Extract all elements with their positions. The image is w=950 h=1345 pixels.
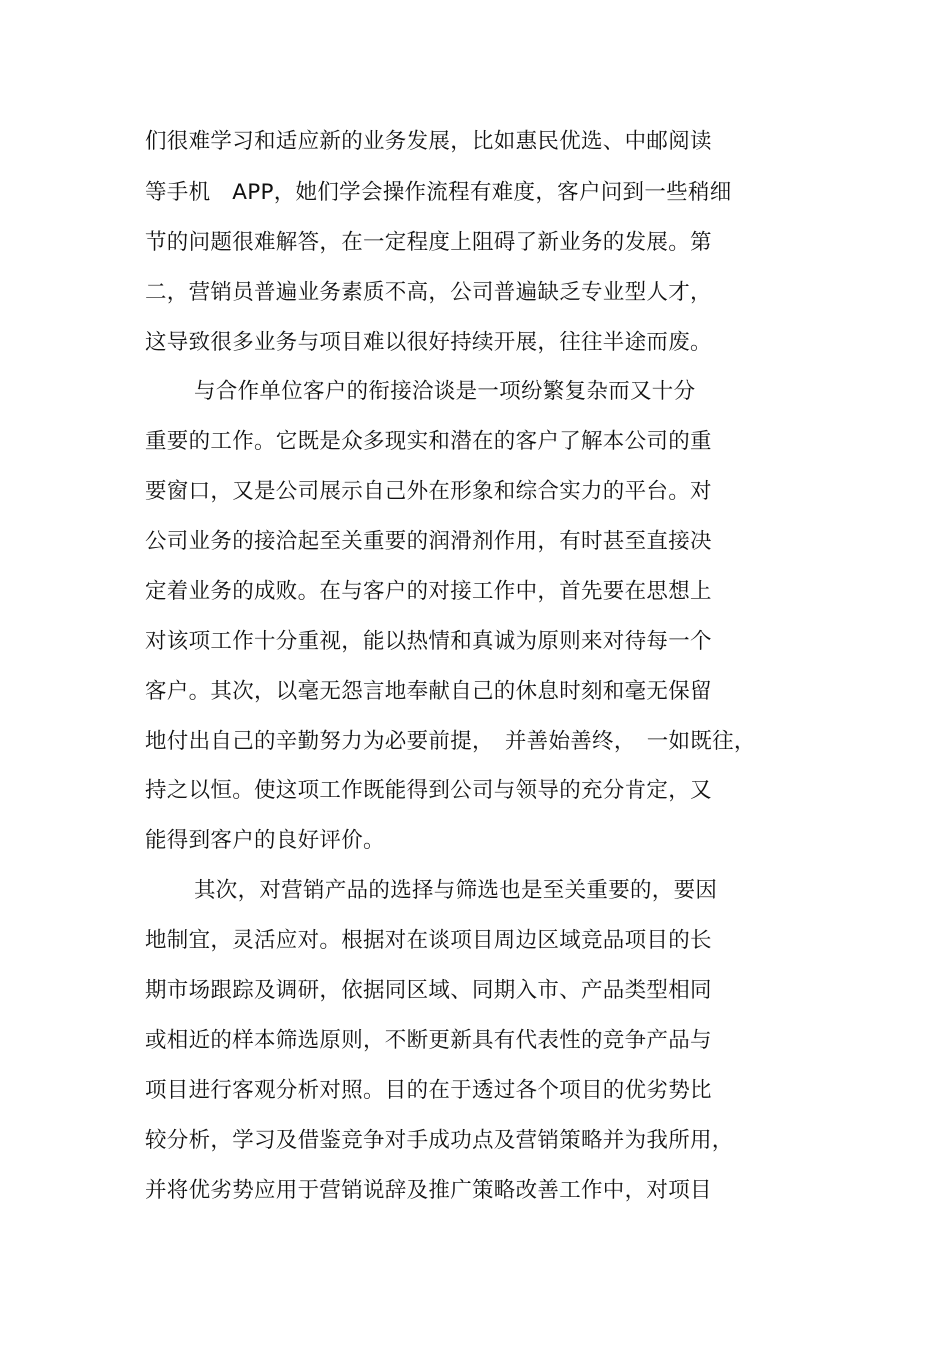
- paragraph-first-line: 与合作单位客户的衔接洽谈是一项纷繁复杂而又十分: [194, 379, 696, 404]
- text-line: 要窗口，又是公司展示自己外在形象和综合实力的平台。对: [145, 479, 712, 504]
- text-line: 这导致很多业务与项目难以很好持续开展，往往半途而废。: [145, 330, 712, 355]
- text-line: 能得到客户的良好评价。: [145, 828, 385, 853]
- text-line: 并将优劣势应用于营销说辞及推广策略改善工作中，对项目: [145, 1178, 712, 1203]
- text-line: 公司业务的接洽起至关重要的润滑剂作用，有时甚至直接决: [145, 529, 712, 554]
- text-line: 较分析，学习及借鉴竞争对手成功点及营销策略并为我所用，: [145, 1128, 734, 1153]
- text-line: 客户。其次，以毫无怨言地奉献自己的休息时刻和毫无保留: [145, 679, 712, 704]
- text-line: 地付出自己的辛勤努力为必要前提， 并善始善终， 一如既往，: [145, 729, 756, 754]
- text-line: 或相近的样本筛选原则，不断更新具有代表性的竞争产品与: [145, 1028, 712, 1053]
- text-line: 地制宜，灵活应对。根据对在谈项目周边区域竞品项目的长: [145, 928, 712, 953]
- text-line: 二，营销员普遍业务素质不高，公司普遍缺乏专业型人才，: [145, 280, 712, 305]
- text-line: 对该项工作十分重视，能以热情和真诚为原则来对待每一个: [145, 629, 712, 654]
- text-line: 等手机 APP，她们学会操作流程有难度，客户问到一些稍细: [145, 180, 732, 205]
- text-line: 期市场跟踪及调研，依据同区域、同期入市、产品类型相同: [145, 978, 712, 1003]
- text-line: 持之以恒。使这项工作既能得到公司与领导的充分肯定，又: [145, 778, 712, 803]
- paragraph-first-line: 其次，对营销产品的选择与筛选也是至关重要的，要因: [194, 878, 718, 903]
- text-line: 项目进行客观分析对照。目的在于透过各个项目的优劣势比: [145, 1078, 712, 1103]
- text-line: 们很难学习和适应新的业务发展，比如惠民优选、中邮阅读: [145, 129, 712, 154]
- text-line: 重要的工作。它既是众多现实和潜在的客户了解本公司的重: [145, 429, 712, 454]
- text-line: 定着业务的成败。在与客户的对接工作中，首先要在思想上: [145, 579, 712, 604]
- text-line: 节的问题很难解答，在一定程度上阻碍了新业务的发展。第: [145, 230, 712, 255]
